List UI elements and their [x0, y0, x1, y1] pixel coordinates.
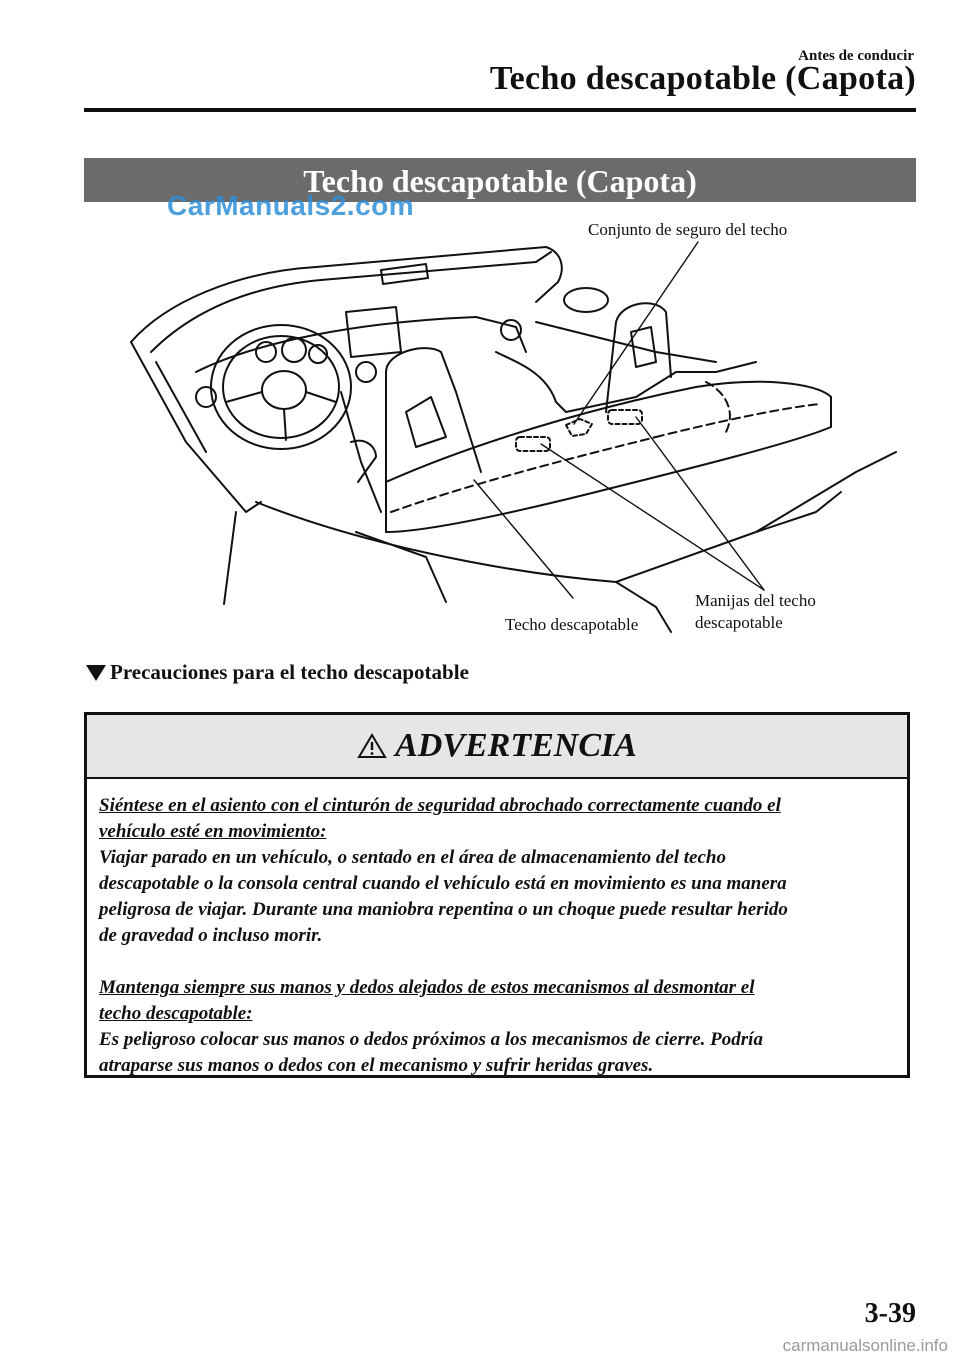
warning-p2-heading-line2: techo descapotable:: [99, 1003, 253, 1024]
warning-body: [87, 779, 907, 1079]
page-title: Techo descapotable (Capota): [489, 60, 916, 97]
warning-triangle-icon: [357, 733, 387, 759]
header-divider: [84, 108, 916, 112]
warning-p1-line3: peligrosa de viajar. Durante una maniobra repentina o un choque puede resultar herido: [99, 899, 788, 920]
warning-p1-heading-line1: Siéntese en el asiento con el cinturón de seguridad abrochado correctamente cuando el: [99, 795, 781, 816]
label-convertible-top: Techo descapotable: [505, 615, 639, 634]
warning-box: [84, 712, 910, 1078]
convertible-top-illustration: [96, 212, 916, 642]
label-roof-lock-assembly: Conjunto de seguro del techo: [588, 220, 788, 239]
paragraph-spacer: [99, 949, 897, 975]
warning-header: [87, 715, 907, 779]
watermark-footer[interactable]: carmanualsonline.info: [782, 1336, 948, 1355]
subsection-heading: [86, 660, 469, 685]
warning-p2-line1: Es peligroso colocar sus manos o dedos próximos a los mecanismos de cierre. Podría: [99, 1029, 763, 1050]
warning-p1-line1: Viajar parado en un vehículo, o sentado en el área de almacenamiento del techo: [99, 847, 726, 868]
warning-p1-line2: descapotable o la consola central cuando el vehículo está en movimiento es una manera: [99, 873, 787, 894]
warning-p2-line2: atraparse sus manos o dedos con el mecanismo y sufrir heridas graves.: [99, 1055, 654, 1076]
warning-p1-line4: de gravedad o incluso morir.: [99, 925, 323, 946]
section-title: Techo descapotable (Capota): [84, 158, 916, 202]
warning-p2-heading-line1: Mantenga siempre sus manos y dedos alejados de estos mecanismos al desmontar el: [99, 977, 755, 998]
triangle-bullet-icon: [86, 665, 106, 681]
warning-title: ADVERTENCIA: [395, 727, 637, 764]
watermark-logo[interactable]: CarManuals2.com: [167, 190, 415, 221]
warning-p1-heading-line2: vehículo esté en movimiento:: [99, 821, 327, 842]
page-number: 3-39: [864, 1298, 916, 1329]
chapter-label: Antes de conducir: [798, 48, 914, 64]
label-convertible-top-handles-2: descapotable: [695, 613, 783, 632]
subsection-heading-text: Precauciones para el techo descapotable: [110, 660, 469, 684]
label-convertible-top-handles-1: Manijas del techo: [695, 591, 816, 610]
